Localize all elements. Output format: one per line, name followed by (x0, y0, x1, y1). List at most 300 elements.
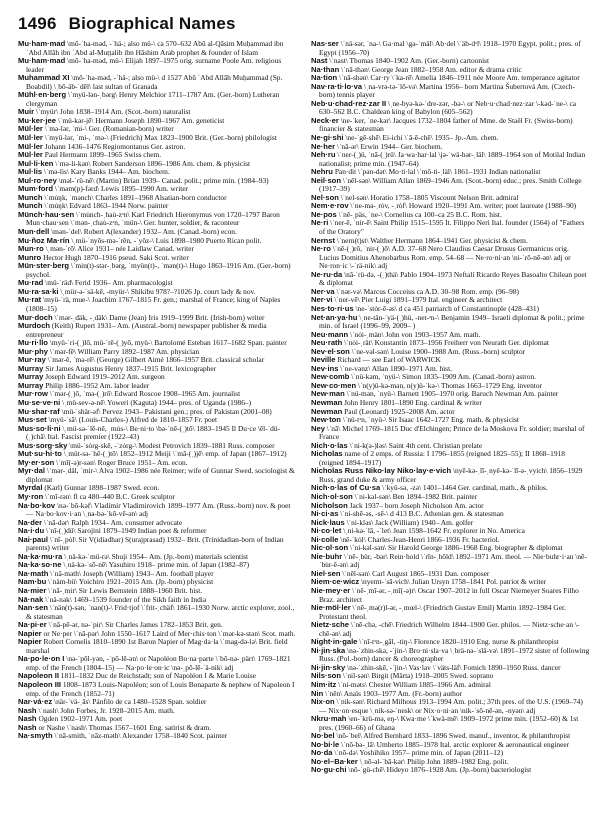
entry-headword: Nich·ol·son (311, 491, 353, 501)
entry-headword: Nel·son (311, 192, 339, 202)
entry-headword: Mul·lis (18, 167, 43, 177)
entry-text: \ˈni-shē-əs, -sē-\ d 413 B.C. Athenian gen. & statesman (340, 509, 504, 519)
biographical-entry (311, 553, 590, 570)
entry-text: \ˈnī-tᵊn-ˌgāl, -tiŋ-\ Florence 1820–1910 Eng. nurse & philanthropist (359, 637, 559, 647)
entry-text: \mü-ˈsȯrg-skē, -ˈzȯrg-\ Modest Petrovich 1839–1881 Russ. composer (69, 440, 275, 450)
biographical-entry (311, 450, 590, 467)
entry-headword: Mur·phy (18, 346, 48, 356)
entry-text: \mən-ˈdel\ Robert A(lexander) 1932– Am. (Canad.-born) econ. (51, 227, 237, 237)
entry-headword: Nernst (311, 235, 336, 245)
entry-headword: Ni·ci·as (311, 509, 339, 519)
entry-headword: Newman (311, 397, 343, 407)
entry-text: \ˌmü-sə-ˈlē-nē, ˌmu̇s-\ Be·ni·to \bə-ˈnē-(ˌ)tō\ 1883–1945 Il Du·ce \ēl-ˈdü-(ˌ)chā\ Ital. Fascist premier (1922–43) (26, 423, 281, 442)
entry-headword: Neu·mann (311, 329, 349, 339)
entry-headword: Na·bo·kov (18, 500, 56, 510)
entry-text: (Karl) Gunnar 1898–1987 Swed. econ. (44, 483, 160, 493)
entry-headword: Nietz·sche (311, 620, 349, 630)
biographical-entry (311, 647, 590, 664)
entry-text: \nyemt-ˈsā-vich\ Julian Ursyn 1758–1841 Pol. patriot & writer (360, 577, 547, 587)
entry-headword: Mut·su·hi·to (18, 449, 62, 459)
entry-text: \ˌmən-ˈrō\ Alice 1931– née Laidlaw Canad. writer (45, 244, 194, 254)
entry-text: \ˈnē-(ˌ)rō, ˈnir-(ˌ)ō\ A.D. 37–68 Nero Claudius Caesar Drusus Germanicus orig. Lucius Domitius Ahenobarbus Rom. emp. 54–68 — Ne·ro·ni·an \ni-ˈrō-nē-ən\ adj or Ne·ron·ic \-ˈrä-nik\ adj (319, 244, 571, 271)
entry-headword: Mu·ñoz Ma·rín (18, 235, 70, 245)
entry-text: \ˈnil-sən\ Birgit (Märta) 1918–2005 Swed. soprano (342, 671, 494, 681)
entry-headword: Nic·ol·son (311, 543, 349, 553)
entry-text: \ˈnē-ˌpäs, ˈne-\ Cornelius ca 100–ca 25 B.C. Rom. hist. (338, 209, 502, 219)
entry-headword: Nash (18, 714, 37, 724)
entry-text: \ˈnü-mən, ˈnyü-\ Barnett 1905–1970 orig. Baruch Newman Am. painter (346, 389, 559, 399)
entry-headword: Münch·hau·sen (18, 209, 75, 219)
entry-text: \ˈnēn\ Anaïs 1903–1977 Am. (Fr.-born) author (325, 688, 463, 698)
entry-text: \ˈmin(t)-stər-ˌbərg, ˈmyün(t)-, ˈmən(t)-\ Hugo 1863–1916 Am. (Ger.-born) psychol. (26, 261, 291, 279)
entry-headword: Na·mier (18, 586, 47, 595)
entry-headword: Ne·her (311, 141, 336, 151)
entry-text: \ˌnä-kə-ˈmü-rə\ Shuji 1954– Am. (Jp.-born) materials scientist (64, 551, 249, 561)
entry-text: Joseph Edward 1919–2012 Am. surgeon (45, 372, 165, 382)
biographical-entry (311, 467, 590, 484)
entry-headword: New·man (311, 389, 345, 399)
biographical-entry (18, 502, 297, 519)
entry-headword: Mu·se·ve·ni (18, 397, 61, 407)
biographical-entry (311, 117, 590, 134)
entry-headword: Myr·dal (18, 466, 46, 476)
entry-headword: Mün·ster·berg (18, 261, 70, 271)
entry-text: \ˈnash\ John Forbes, Jr. 1928–2015 Am. math. (38, 705, 175, 715)
entry-headword: Mül·ler (18, 150, 43, 160)
entry-text: \ˈnē-ˌmə(r)l-ər, -ˌmœl-\ (Friedrich Gustav Emil) Martin 1892–1984 Ger. Protestant theol. (319, 603, 566, 621)
entry-text: \ˈmī-rən\ fl ca 480–440 B.C. Greek sculptor (45, 491, 175, 501)
entry-text: \ˈmə-lis\ Kary Banks 1944– Am. biochem. (43, 167, 170, 177)
entry-text: \ˈmyü-lən-ˌbərg\ Henry Melchior 1711–1787 Am. (Ger.-born) Lutheran clergyman (26, 90, 280, 108)
entry-headword: Nar·vá·ez (18, 697, 53, 707)
entry-headword: Nā·nak (18, 594, 44, 604)
entry-headword: Nav·ra·ti·lo·va (311, 81, 363, 91)
entry-text: \ˈnē-ˌmī-ər, -ˌmī(-ə)r\ Oscar 1907–2012 in full Oscar Niemeyer Soares Filho Braz. architect (319, 586, 579, 604)
entry-text: Paul (Leonard) 1925–2008 Am. actor (344, 406, 455, 416)
entry-text: \ˌni-kə-ˈlā, -ˈlet\ Jean 1598–1642 Fr. explorer in No. America (343, 526, 525, 536)
entry-headword: Neville (311, 355, 336, 365)
entry-text: \ˈnā-ər\ Erwin 1944– Ger. biochem. (336, 141, 443, 151)
entry-headword: Neu·rath (311, 338, 343, 348)
entry-text: Ogden 1902–1971 Am. poet (38, 714, 123, 724)
entry-text: or Nashe \ˈnash\ Thomas 1567–1601 Eng. satirist & dram. (38, 722, 212, 732)
entry-headword: Nix·on (311, 697, 335, 707)
entry-text: \ˈni-kəl-sən\ Ben 1894–1982 Brit. painter (354, 491, 478, 501)
entry-headword: Mu·shar·raf (18, 406, 60, 416)
entry-headword: Nev·ins (311, 363, 339, 373)
entry-headword: Na·i·du (18, 526, 45, 536)
entry-text: \nə-ˈpōl-yən, -ˈpō-lē-ən\ or Napoléon Bo·na·parte \ˈbō-nə-ˌpärt\ 1769–1821 emp. of the French (1804–15) — Na·po·le·on·ic \nə-ˌpō-lē-ˈä-nik\ adj (26, 654, 291, 672)
entry-headword: Nehru (311, 167, 333, 177)
entry-headword: Nich·o·las (311, 440, 348, 450)
entry-text: \ˌnä-kə-ˈsō-nē\ Yasuhiro 1918– prime min. of Japan (1982–87) (63, 560, 250, 570)
entry-headword: Nast (311, 56, 328, 66)
entry-text: \ˈn(y)ü-kə-mən, n(y)ü-ˈkə-\ Thomas 1663–1729 Eng. inventor (358, 380, 542, 390)
entry-headword: Napoleon II (18, 671, 59, 681)
entry-text: \ˈnī-ˌpȯl\ Sir V(idiadhar) S(urajprasad) 1932– Brit. (Trinidadian-born of Indian parents) writer (26, 534, 284, 553)
entry-headword: My·er·son (18, 457, 55, 467)
entry-headword: Nev·el·son (311, 346, 350, 356)
entry-text: 1808–1873 Louis-Napoléon; son of Louis Bonaparte & nephew of Napoleon I emp. of the French (1852–71) (26, 680, 295, 698)
entry-text: \ˈnā\ Michel 1769–1815 Duc d'Elchingen; Prince de la Moskova Fr. soldier; marshal of France (319, 423, 585, 442)
entry-text: \ˈkyü-sə, -zə\ 1401–1464 Ger. cardinal, math., & philos. (382, 483, 548, 493)
entry-text: \ˈmər-(ˌ)ō, ˈmə-(ˌ)rō\ Edward Roscoe 1908–1965 Am. journalist (49, 389, 241, 399)
entry-text: \ˈmu̇nch-ˌhau̇-zᵊn\ Karl Friedrich Hieronymus von 1720–1797 Baron Mun·chau·sen \ˈmən-ˌchau̇-zᵊn, ˈmün-\ Ger. hunter, soldier, & raconteur (26, 209, 280, 228)
entry-text: \ˈnər-və\ Marcus Cocceius ca A.D. 30–98 Rom. emp. (96–98) (336, 286, 520, 296)
entry-text: \ˈnern(t)st\ Walther Hermann 1864–1941 Ger. physicist & chem. (336, 235, 528, 245)
entry-text: \ˌna-vrə-tə-ˈlō-və\ Martina 1956– born Martina Šubertová Am. (Czech-born) tennis player (319, 81, 575, 100)
entry-text: \nyē-kə-ˌlī-ˌnyē-kə-ˈlī-ə-ˌvyich\ 1856–1929 Russ. grand duke & army officer (319, 466, 583, 484)
entry-text: Johann 1436–1476 Regiomontanus Ger. astron. (44, 141, 186, 151)
entry-text: \ˈnȯi-ˌmän\ John von 1903–1957 Am. math. (350, 329, 481, 339)
entry-text: \mü-ˈräd\ Ferid 1936– Am. pharmacologist (45, 278, 173, 288)
entry-headword: Night·in·gale (311, 637, 358, 647)
entry-text: \ˈni-k(ə-)ləs\ Saint 4th cent. Christian prelate (349, 440, 483, 450)
biographical-entry (18, 296, 297, 313)
entry-text: \ˈmu̇ŋk, ˈmənch\ Charles 1891–1968 Alsatian-born conductor (44, 192, 227, 202)
entry-text: \ˈnȯi-ˌrät\ Konstantin 1873–1956 Freiherr von Neurath Ger. diplomat (344, 338, 549, 348)
entry-text: \ˈnī-(ˌ)dü\ Sarojini 1879–1949 Indian poet & reformer (46, 526, 207, 536)
entry-text: \myü-ˈsā\ (Louis-Charles-) Alfred de 1810–1857 Fr. poet (48, 415, 218, 425)
biographical-entry (18, 74, 297, 91)
entry-text: \ˈnā-ˌmir\ Sir Lewis Bernstein 1888–1960 Brit. hist. (48, 586, 203, 595)
entry-headword: Ney (311, 423, 325, 433)
entry-text: \ˌne-byə-kə-ˈdre-zər, -bə-\ or Neb·u·chad·nez·zar \-kəd-ˈne-\ ca 630–562 B.C. Chaldean king of Babylon (605–562) (319, 98, 577, 117)
entry-headword: Na·pi·er (18, 620, 47, 630)
biographical-entry (18, 211, 297, 228)
right-column (311, 40, 590, 775)
entry-headword: Mül·ler (18, 141, 43, 151)
entry-headword: Ni·colle (311, 534, 339, 544)
entry-text: \ˈmü-kər-jē\ Hermann Joseph 1890–1967 Am. geneticist (57, 115, 225, 125)
entry-headword: Murray (18, 372, 44, 382)
entry-text: \ˈne-vənz\ Allan 1890–1971 Am. hist. (340, 363, 452, 373)
entry-text: \ˈnä-sər, ˈna-\ Ga·mal \gə-ˈmäl\ Ab·del \ˈäb-dᵊl\ 1918–1970 Egypt. polit.; pres. of Egypt (1956–70) (319, 39, 581, 57)
biographical-entry (311, 766, 590, 775)
entry-headword: Na·ka·mu·ra (18, 551, 63, 561)
entry-headword: Niem·ce·wicz (311, 577, 360, 587)
entry-headword: Ni·jin·sky (311, 662, 346, 672)
entry-text: \mü-ˈshär-əf\ Pervez 1943– Pakistani gen.; pres. of Pakistan (2001–08) (61, 406, 272, 416)
entry-text: \ne-ˈstȯr-ē-əs\ d ca 451 patriarch of Constantinople (428–431) (355, 303, 540, 313)
entry-text: \ne-ˈker, ˈne-kər\ Jacques 1732–1804 father of Mme. de Staël Fr. (Swiss-born) financier & statesman (319, 115, 573, 134)
entry-text: Paul Hermann 1899–1965 Swiss chem. (44, 150, 162, 160)
entry-text: \ˌmüt-sə-ˈhē-(ˌ)tō\ 1852–1912 Meiji \ˈmā-(ˌ)jē\ emp. of Japan (1867–1912) (63, 449, 287, 459)
entry-text: \en-ˈkrü-mə, eŋ-\ Kwa·me \ˈkwä-mē\ 1909–1972 prime min. (1952–60) & 1st pres. (1960–66) of Ghana (319, 714, 579, 732)
entry-text: \ˈmu̇ŋk\ Edvard 1863–1944 Norw. painter (44, 201, 169, 211)
entry-headword: Nin (311, 688, 324, 698)
entry-headword: Niel·sen (311, 568, 341, 578)
entry-headword: Mur·doch (18, 312, 53, 322)
entry-headword: Mül·ler (18, 124, 43, 134)
page-number: 1496 (18, 14, 57, 33)
entry-headword: Na·than (311, 64, 340, 74)
entry-text: \ˌmü-sev-ə-nē\ Yoweri (Kaguta) 1944– pres. of Uganda (1986–) (62, 397, 252, 407)
entry-text: \ˈner-vē\ Pier Luigi 1891–1979 Ital. engineer & architect (334, 295, 503, 305)
entry-text: \nə-ˈzhin-skə, -ˈjin-\ Bro·ni·sla·va \ˌbrä-nə-ˈslä-və\ 1891–1972 sister of following Russ. (Pol.-born) dancer & choreographer (319, 645, 590, 664)
entry-text: \ˈnē-ˌbür, -bər\ Rein·hold \ˈrīn-ˌhōld\ 1892–1971 Am. theol. — Nie·buhr·i·an \nē-ˈbu̇r-ē-ən\ adj (319, 551, 587, 570)
entry-headword: New·co·men (311, 380, 357, 390)
entry-headword: Mu·rat (18, 295, 42, 305)
biographical-entry (18, 425, 297, 442)
entry-headword: Mun·dell (18, 227, 50, 237)
biographical-entry (311, 621, 590, 638)
entry-text: (Keith) Rupert 1931– Am. (Austral.-born) newspaper publisher & media entrepreneur (26, 321, 267, 339)
biographical-entry (311, 587, 590, 604)
biographical-entry (311, 40, 590, 57)
entry-text: \ˈnast\ Thomas 1840–1902 Am. (Ger.-born) cartoonist (329, 56, 490, 66)
biographical-entry (18, 467, 297, 484)
entry-headword: Nie·mey·er (311, 586, 351, 595)
entry-headword: Ne·gi·shi (311, 133, 344, 143)
entry-text: 1811–1832 Duc de Reichstadt; son of Napoléon I & Marie Louise (60, 671, 256, 681)
entry-headword: Na·math (18, 568, 49, 578)
entry-headword: Muir (18, 107, 35, 117)
entry-headword: Neck·er (311, 115, 339, 125)
entry-headword: Nicholas (311, 449, 343, 459)
entry-headword: No·bel (311, 731, 335, 741)
entry-text: \ˈnel-sən\ Horatio 1758–1805 Viscount Nelson Brit. admiral (340, 192, 519, 202)
entry-headword: Ner·va (311, 286, 335, 296)
entry-text: \ˈnē-chə, -chē\ Friedrich Wilhelm 1844–1900 Ger. philos. — Nietz·sche·an \-chē-ən\ adj (319, 620, 580, 638)
entry-text: \ˈnā-thən\ George Jean 1882–1958 Am. editor & drama critic (341, 64, 522, 74)
entry-headword: Nem·e·rov (311, 201, 349, 211)
entry-headword: Nim·itz (311, 680, 337, 690)
entry-text: \ˈmyür\ John 1838–1914 Am. (Scot.-born) naturalist (35, 107, 191, 117)
entry-text: \ˈne-mə-ˌrȯv, -ˌrȯf\ Howard 1920–1991 Am. writer; poet laureate (1988–90) (350, 201, 577, 211)
entry-headword: Nkru·mah (311, 714, 347, 724)
entry-text: \när-ˈvä-ˌās\ Pánfilo de ca 1480–1528 Span. soldier (54, 697, 207, 707)
entry-text: \ˈni-məts\ Chester William 1885–1966 Am. admiral (338, 680, 491, 690)
entry-headword: Net·an·ya·hu (311, 312, 358, 322)
entry-text: \ˈni-kləs\ Jack (William) 1940– Am. golfer (346, 517, 474, 527)
entry-headword: Mühl·en·berg (18, 90, 67, 100)
entry-headword: Nicholson (311, 500, 348, 510)
biographical-entry (311, 698, 590, 715)
entry-headword: Mul·li·ken (18, 158, 54, 168)
entry-text: \ˈnü-tᵊn, ˈnyü-\ Sir Isaac 1642–1727 Eng. math. & physicist (342, 415, 519, 425)
biographical-entry (311, 219, 590, 236)
entry-text: \ˌmür-ə-ˈsä-kē, -myür-\ Shikibu 978?–?1026 Jp. court lady & nov. (60, 286, 256, 296)
running-head: Biographical Names (68, 14, 236, 33)
entry-headword: No·da (311, 748, 333, 758)
biographical-entry (311, 604, 590, 621)
entry-headword: Mus·set (18, 415, 47, 425)
entry-headword: Napier (18, 628, 42, 638)
entry-text: \ˈmyü-lər, ˈmi-, ˈmə-\ (Friedrich) Max 1823–1900 Brit. (Ger.-born) philologist (44, 133, 277, 143)
entry-text: \ˈnik-sən\ Richard Milhous 1913–1994 Am. polit.; 37th pres. of the U.S. (1969–74) — Nix·on·esque \ˌnik-sə-ˈnesk\ or Nix·o·ni·an \nik-ˈsō-nē-ən, -nyən\ adj (319, 697, 583, 715)
entry-text: \nā-ˈrü-də, -(ˌ)thä\ Pablo 1904–1973 Neftalí Ricardo Reyes Basoalto Chilean poet & diplomat (319, 269, 587, 288)
entry-headword: Ne·ru·da (311, 269, 343, 279)
entry-headword: Mus·sorg·sky (18, 440, 68, 450)
entry-text: \nō-ˈgü-chē\ Hideyo 1876–1928 Am. (Jp.-born) bacteriologist (348, 765, 532, 775)
entry-headword: Mül·ler (18, 133, 43, 143)
entry-headword: Ne·ri (311, 218, 329, 228)
biographical-entry (18, 732, 297, 741)
biographical-entry (18, 262, 297, 279)
entry-headword: Neh·ru (311, 150, 336, 160)
entry-text: \ˈmər-fē\ William Parry 1892–1987 Am. physician (49, 346, 200, 356)
entry-headword: Murdoch (18, 321, 51, 331)
entry-headword: Na·der (18, 517, 43, 527)
entry-headword: Nam·bu (18, 577, 47, 587)
entry-text: \nə-ˈbō-kəf\ Vladimir Vladimirovich 1899–1977 Am. (Russ.-born) nov. & poet — Na·bo·kov·i·an \ˌna-bə-ˈkō-vē-ən\ adj (26, 500, 291, 519)
biographical-entry (18, 57, 297, 74)
entry-headword: Mun·ro (18, 244, 44, 254)
entry-text: \ˈnā-pē-ər, nə-ˈpir\ Sir Charles James 1782–1853 Brit. gen. (48, 620, 223, 630)
entry-headword: Nicholas Russ Niko·lay Niko·lay·e·vich (311, 466, 452, 476)
biographical-entry (311, 100, 590, 117)
entry-text: \ˈnā-shən\ Car·ry \ˈka-rē\ Amelia 1846–1911 née Moore Am. temperance agitator (339, 73, 580, 83)
entry-text: Robert Cornelis 1810–1890 1st Baron Napier of Mag·da·la \ˈmag-də-lə\ Brit. field marshal (26, 637, 288, 655)
entry-text: \ˈməm(p)-fərd\ Lewis 1895–1990 Am. writer (54, 184, 189, 194)
entry-headword: Mu·rad (18, 278, 44, 288)
entry-headword: New·ton (311, 415, 341, 425)
entry-columns (18, 40, 590, 775)
entry-headword: Murray (18, 363, 44, 373)
entry-headword: Nan·sen (18, 603, 48, 613)
entry-text: Jack 1937– born Joseph Nicholson Am. actor (349, 500, 484, 510)
entry-text: \nō-ˈbel\ Alfred Bernhard 1833–1896 Swed. manuf., inventor, & philanthropist (336, 731, 571, 741)
entry-headword: Napier (18, 637, 42, 647)
entry-text: \ˈne-vəl-sən\ Louise 1900–1988 Am. (Russ.-born) sculptor (351, 346, 526, 356)
entry-text: \ˈmər-ˌdäl, ˈmir-\ Alva 1902–1986 née Reimer; wife of Gunnar Swed. sociologist & diplomat (26, 466, 295, 484)
biographical-entry (311, 425, 590, 442)
entry-headword: Myrdal (18, 483, 43, 493)
entry-text: \ˈnō-də\ Yoshihiko 1957– prime min. of Japan (2011–12) (334, 748, 504, 758)
entry-text: \mō-ˈha-məd, mü-\ Elijah 1897–1975 orig. surname Poole Am. religious leader (26, 56, 282, 74)
entry-headword: No·gu·chi (311, 765, 347, 775)
entry-headword: Na·po·le·on I (18, 654, 65, 664)
entry-headword: Nas·ser (311, 39, 339, 48)
entry-text: Philip 1886–1952 Am. labor leader (45, 380, 150, 390)
entry-text: \nə-ˈzhin-skē, -ˈjin-\ Vas·lav \ˈväts-läf\ Fomich 1890–1950 Russ. dancer (347, 662, 561, 672)
entry-text: Sir James Augustus Henry 1837–1915 Brit. lexicographer (45, 363, 217, 373)
entry-text: \ˈmər-ē, ˈmə-rē\ (George) Gilbert Aimé 1866–1957 Brit. classical scholar (47, 355, 265, 365)
entry-text: \mō-ˈha-məd, -ˈhä-; also mü-\ ca 570–632 Abū al-Qāsim Muḥammad ibn ʿAbd Allāh ibn ʿAbd al-Muṭṭalib ibn Hāshim Arab prophet & founder of Islam (26, 39, 284, 57)
entry-headword: Ne·pos (311, 209, 337, 219)
entry-headword: Nils·son (311, 671, 341, 681)
entry-text: or Ne·per \ˈnā-pər\ John 1550–1617 Laird of Mer·chis·ton \ˈmər-kə-stən\ Scot. math. (43, 628, 296, 638)
entry-headword: My·ron (18, 491, 44, 501)
biographical-entry (311, 177, 590, 194)
entry-headword: Murray (18, 380, 44, 390)
biographical-entry (18, 536, 297, 553)
entry-text: Hector Hugh 1870–1916 pseud. Saki Scot. writer (43, 252, 189, 262)
entry-headword: Ni·jin·ska (311, 645, 346, 655)
entry-text: \ˈnō-bə-ˌlā\ Umberto 1885–1978 Ital. arctic explorer & aeronautical engineer (341, 739, 570, 749)
biographical-entry (311, 715, 590, 732)
entry-text: \nē-ˈkȯl\ Charles-Jean-Henri 1866–1936 Fr. bacteriol. (340, 534, 500, 544)
entry-text: \ˈnā-məth\ Joseph (William) 1943– Am. football player (50, 568, 214, 578)
entry-text: \ˈnēl-sən\ William Allan 1869–1946 Am. (Scot.-born) educ.; pres. Smith College (1917–39) (319, 175, 582, 194)
entry-headword: Mum·ford (18, 184, 54, 194)
entry-headword: Na·tion (311, 73, 338, 83)
entry-headword: New·comb (311, 372, 350, 382)
entry-text: \məl-ˈrü-nē\ (Martin) Brian 1939– Canad. polit.; prime min. (1984–93) (58, 175, 269, 185)
biographical-entry (18, 655, 297, 672)
entry-headword: Nai·paul (18, 534, 48, 544)
entry-text: \ˈnā-smith, ˈnāz-məth\ Alexander 1758–1840 Scot. painter (54, 731, 228, 741)
entry-headword: Muhammad XI (18, 73, 70, 83)
entry-text: \myü-ˈrä, mue-\ Joachim 1767–1815 Fr. gen.; marshal of France; king of Naples (1808–15) (26, 295, 281, 313)
entry-headword: Mur·row (18, 389, 48, 399)
entry-text: \ˈmə-li-kən\ Robert Sanderson 1896–1986 Am. chem. & physicist (55, 158, 251, 168)
entry-headword: Nich·o·las of Cu·sa (311, 483, 381, 493)
entry-headword: Ni·co·let (311, 526, 342, 536)
entry-text: \ˈnäm-bü\ Yoichiro 1921–2015 Am. (Jp.-born) physicist (48, 577, 214, 587)
entry-headword: Mur·ray (18, 355, 46, 365)
entry-headword: Nash (18, 722, 37, 732)
entry-headword: No·el–Ba·ker (311, 756, 358, 766)
entry-headword: Mu·ham·mad (18, 56, 66, 66)
entry-text: name of 2 emps. of Russia: I 1796–1855 (reigned 1825–55); II 1868–1918 (reigned 1894–1917) (319, 449, 565, 467)
entry-headword: Mus·so·li·ni (18, 423, 61, 433)
entry-headword: Napoleon III (18, 680, 62, 690)
entry-headword: Nash (18, 705, 37, 715)
entry-text: \ˌne-tän-ˈyä-(ˌ)hü, -net-ᵊn-\ Benjamin 1949– Israeli diplomat & polit.; prime min. of Israel (1996–99, 2009– ) (319, 312, 585, 331)
entry-headword: No·bi·le (311, 739, 340, 749)
entry-text: \ˈnü-kəm, ˈnyü-\ Simon 1835–1909 Am. (Canad.-born) astron. (351, 372, 537, 382)
left-column (18, 40, 297, 775)
entry-text: \ˈnä-nək\ 1469–1539 founder of the Sikh faith in India (45, 594, 207, 604)
entry-text: \ˈmər-ˌdäk, -ˌdäk\ Dame (Jean) Iris 1919–1999 Brit. (Irish-born) writer (54, 312, 265, 322)
entry-headword: Mu·ker·jee (18, 115, 56, 125)
entry-text: \ne-ˈgē-shē\ Ei-ichi \ˈā-ē-chē\ 1935– Jp.-Am. chem. (345, 133, 499, 143)
entry-headword: Ne·ro (311, 244, 331, 254)
entry-headword: Na·ka·so·ne (18, 560, 62, 570)
entry-text: \ˈmə-lər, ˈmi-\ Ger. (Romanian-born) writer (44, 124, 174, 134)
entry-headword: Mul·ro·ney (18, 175, 57, 185)
entry-text: \ˈni-kəl-sən\ Sir Harold George 1886–1968 Eng. biographer & diplomat (349, 543, 563, 553)
biographical-entry (18, 91, 297, 108)
entry-headword: Munro (18, 252, 42, 262)
entry-headword: Mu·ri·llo (18, 338, 48, 348)
entry-text: \ˈnän(t)-sən, ˈnan(t)-\ Frid·tjof \ˈfrit-ˌchäf\ 1861–1930 Norw. arctic explorer, zool., & statesman (26, 603, 295, 621)
entry-text: \ˈnēl-sən\ Carl August 1865–1931 Dan. composer (342, 568, 490, 578)
entry-text: Pan·dit \ˈpən-dət\ Mo·ti·lal \ˈmō-ti-ˌläl\ 1861–1931 Indian nationalist (334, 167, 541, 177)
biographical-entry (311, 83, 590, 100)
entry-headword: Nie·buhr (311, 551, 343, 561)
biographical-entry (18, 604, 297, 621)
entry-headword: Mu·ham·mad (18, 39, 66, 48)
entry-text: \ˌnō-əl-ˈbā-kər\ Philip John 1889–1982 Eng. polit. (359, 756, 509, 766)
entry-headword: Ner·vi (311, 295, 333, 305)
entry-headword: Na·smyth (18, 731, 53, 741)
entry-text: Richard — see Earl of WARWICK (337, 355, 441, 365)
entry-text: \ˌmü-ˈnyōs-mə-ˈrēn, -ˈyōz-\ Luis 1898–1980 Puerto Rican polit. (71, 235, 262, 245)
entry-headword: Munch (18, 192, 43, 202)
entry-headword: Mu·ra·sa·ki (18, 286, 59, 296)
entry-headword: Neil·son (311, 175, 341, 185)
entry-text: \ˈner-(ˌ)ü, ˈnā-(ˌ)rü\ Ja·wa·har·lal \jə-ˈwä-hər-ˌläl\ 1889–1964 son of Motilal Indian nationalist; prime min. (1947–64) (319, 150, 586, 168)
biographical-entry (311, 245, 590, 271)
biographical-entry (311, 314, 590, 331)
entry-headword: Nes·to·ri·us (311, 303, 354, 313)
entry-text: \ˈmī(-ə)r-sən\ Roger Bruce 1951– Am. econ. (56, 457, 188, 467)
entry-text: John Henry 1801–1890 Eng. cardinal & writer (344, 397, 482, 407)
biographical-entry (18, 681, 297, 698)
page-header (18, 14, 590, 34)
entry-text: \ˈnā-dər\ Ralph 1934– Am. consumer advocate (43, 517, 183, 527)
entry-headword: Nie·möl·ler (311, 603, 351, 613)
biographical-entry (311, 271, 590, 288)
biographical-entry (18, 322, 297, 339)
entry-text: \ˈner-ē, ˈnir-ē\ Saint Philip 1515–1595 It. Filippo Neri Ital. founder (1564) of "Fathers of the Oratory" (319, 218, 585, 237)
entry-headword: Neb·u·chad·rez·zar II (311, 98, 387, 108)
biographical-entry (18, 638, 297, 655)
biographical-entry (311, 151, 590, 168)
